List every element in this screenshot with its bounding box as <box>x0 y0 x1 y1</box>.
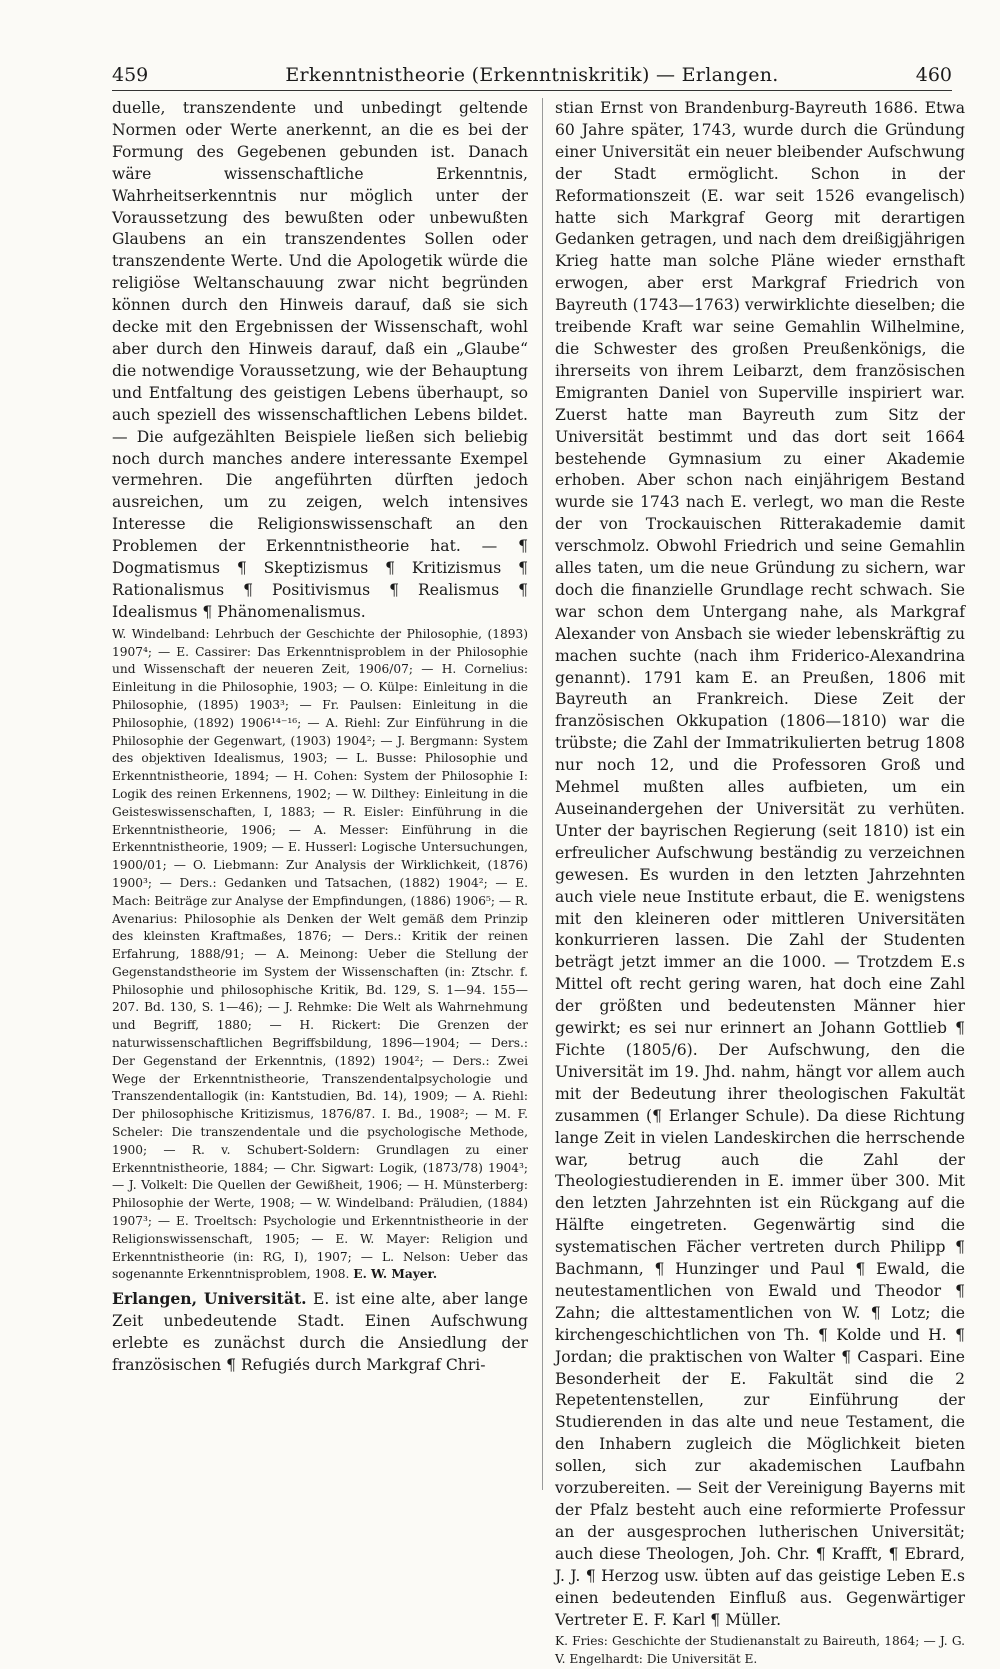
author-signature: E. W. Mayer. <box>353 1267 438 1282</box>
left-bibliography-text: W. Windelband: Lehrbuch der Geschichte der Philosophie, (1893) 1907⁴; — E. Cassirer: Das Erkenntnisproblem in der Philosophie und Wissenschaft der neueren Zeit, 1906/07; — H. Cornelius: Einleitung in die Philosophie, 1903; — O. Külpe: Einleitung in die Philosophie, (1895) 1903³; — Fr. Paulsen: Einleitung in die Philosophie, (1892) 1906¹⁴⁻¹⁶; — A. Riehl: Zur Einführung in die Philosophie der Gegenwart, (1903) 1904²; — J. Bergmann: System des objektiven Idealismus, 1903; — L. Busse: Philosophie und Erkenntnistheorie, 1894; — H. Cohen: System der Philosophie I: Logik des reinen Erkennens, 1902; — W. Dilthey: Einleitung in die Geisteswissenschaften, I, 1883; — R. Eisler: Einführung in die Erkenntnistheorie, 1906; — A. Messer: Einführung in die Erkenntnistheorie, 1909; — E. Husserl: Logische Untersuchungen, 1900/01; — O. Liebmann: Zur Analysis der Wirklichkeit, (1876) 1900³; — Ders.: Gedanken und Tatsachen, (1882) 1904²; — E. Mach: Beiträge zur Analyse der Empfindungen, (1886) 1906⁵; — R. Avenarius: Philosophie als Denken der Welt gemäß dem Prinzip des kleinsten Kraftmaßes, 1876; — Ders.: Kritik der reinen Erfahrung, 1888/91; — A. Meinong: Ueber die Stellung der Gegenstandstheorie im System der Wissenschaften (in: Ztschr. f. Philosophie und philosophische Kritik, Bd. 129, S. 1—94. 155—207. Bd. 130, S. 1—46); — J. Rehmke: Die Welt als Wahrnehmung und Begriff, 1880; — H. Rickert: Die Grenzen der naturwissenschaftlichen Begriffsbildung, 1896—1904; — Ders.: Der Gegenstand der Erkenntnis, (1892) 1904²; — Ders.: Zwei Wege der Erkenntnistheorie, Transzendentalpsychologie und Transzendentallogik (in: Kantstudien, Bd. 14), 1909; — A. Riehl: Der philosophische Kritizismus, 1876/87. I. Bd., 1908²; — M. F. Scheler: Die transzendentale und die psychologische Methode, 1900; — R. v. Schubert-Soldern: Grundlagen zu einer Erkenntnistheorie, 1884; — Chr. Sigwart: Logik, (1873/78) 1904³; — J. Volkelt: Die Quellen der Gewißheit, 1906; — H. Münsterberg: Philosophie der Werte, 1908; — W. Windelband: Präludien, (1884) 1907³; — E. Troeltsch: Psychologie und Erkenntnistheorie in der Religionswissenschaft, 1905; — E. W. Mayer: Religion und Erkenntnistheorie (in: RG, I), 1907; — L. Nelson: Ueber das sogenannte Erkenntnisproblem, 1908. <box>112 626 528 1282</box>
erlangen-entry <box>112 1288 528 1377</box>
page-number-right: 460 <box>915 64 952 86</box>
left-body-text: duelle, transzendente und unbedingt geltende Normen oder Werte anerkennt, an die es bei der Formung des Gegebenen gebunden ist. Danach wäre wissenschaftliche Erkenntnis, Wahrheitserkenntnis nur möglich unter der Voraussetzung des bewußten oder unbewußten Glaubens an ein transzendentes Sollen oder transzendente Werte. Und die Apologetik würde die religiöse Weltanschauung zwar nicht begründen können durch den Hinweis darauf, daß sie sich decke mit den Ergebnissen der Wissenschaft, wohl aber durch den Hinweis darauf, daß ein „Glaube“ die notwendige Voraussetzung, wie der Behauptung und Entfaltung des geistigen Lebens überhaupt, so auch speziell des wissenschaftlichen Lebens bildet. — Die aufgezählten Beispiele ließen sich beliebig noch durch manches andere interessante Exempel vermehren. Die angeführten dürften jedoch ausreichen, um zu zeigen, welch intensives Interesse die Religionswissenschaft an den Problemen der Erkenntnistheorie hat. — ¶ Dogmatismus ¶ Skeptizismus ¶ Kritizismus ¶ Rationalismus ¶ Positivismus ¶ Realismus ¶ Idealismus ¶ Phänomenalismus. <box>112 99 528 621</box>
running-title: Erkenntnistheorie (Erkenntniskritik) — Erlangen. <box>285 64 779 86</box>
left-bibliography <box>112 626 528 1284</box>
right-bibliography: K. Fries: Geschichte der Studienanstalt zu Baireuth, 1864; — J. G. V. Engelhardt: Die Universität E. <box>555 1634 965 1667</box>
right-body-text: stian Ernst von Brandenburg-Bayreuth 1686. Etwa 60 Jahre später, 1743, wurde durch die Gründung einer Universität ein neuer bleibender Aufschwung der Stadt ermöglicht. Schon in der Reformationszeit (E. war seit 1526 evangelisch) hatte sich Markgraf Georg mit derartigen Gedanken getragen, und nach dem dreißigjährigen Krieg hatte man solche Pläne wieder ernsthaft erwogen, aber erst Markgraf Friedrich von Bayreuth (1743—1763) verwirklichte dieselben; die treibende Kraft war seine Gemahlin Wilhelmine, die Schwester des großen Preußenkönigs, die ihrerseits von ihrem Leibarzt, dem französischen Emigranten Daniel von Superville inspiriert war. Zuerst hatte man Bayreuth zum Sitz der Universität bestimmt und das dort seit 1664 bestehende Gymnasium zu einer Akademie erhoben. Aber schon nach einjährigem Bestand wurde sie 1743 nach E. verlegt, wo man die Reste der von Trockauischen Ritterakademie damit verschmolz. Obwohl Friedrich und seine Gemahlin alles taten, um die neue Gründung zu sichern, war doch die finanzielle Grundlage recht schwach. Sie war schon dem Untergang nahe, als Markgraf Alexander von Ansbach sie wieder lebenskräftig zu machen suchte (nach ihm Friderico-Alexandrina genannt). 1791 kam E. an Preußen, 1806 mit Bayreuth an Frankreich. Diese Zeit der französischen Okkupation (1806—1810) war die trübste; die Zahl der Immatrikulierten betrug 1808 nur noch 12, und die Professoren Groß und Mehmel mußten alles aufbieten, um ein Auseinandergehen der Universität zu verhüten. Unter der bayrischen Regierung (seit 1810) ist ein erfreulicher Aufschwung beständig zu verzeichnen gewesen. Es wurden in den letzten Jahrzehnten auch viele neue Institute erbaut, die E. wenigstens mit den kleineren oder mittleren Universitäten konkurrieren lassen. Die Zahl der Studenten beträgt jetzt immer an die 1000. — Trotzdem E.s Mittel oft recht gering waren, hat doch eine Zahl der größten und bedeutensten Männer hier gewirkt; es sei nur erinnert an Johann Gottlieb ¶ Fichte (1805/6). Der Aufschwung, den die Universität im 19. Jhd. nahm, hängt vor allem auch mit der Bedeutung ihrer theologischen Fakultät zusammen (¶ Erlanger Schule). Da diese Richtung lange Zeit in vielen Landeskirchen die herrschende war, betrug auch die Zahl der Theologiestudierenden in E. immer über 300. Mit den letzten Jahrzehnten ist ein Rückgang auf die Hälfte eingetreten. Gegenwärtig sind die systematischen Fächer vertreten durch Philipp ¶ Bachmann, ¶ Hunzinger und Paul ¶ Ewald, die neutestamentlichen von Ewald und Theodor ¶ Zahn; die alttestamentlichen von W. ¶ Lotz; die kirchengeschichtlichen von Th. ¶ Kolde und H. ¶ Jordan; die praktischen von Walter ¶ Caspari. Eine Besonderheit der E. Fakultät sind die 2 Repetentenstellen, zur Einführung der Studierenden in das alte und neue Testament, die den Inhabern zugleich die Möglichkeit bieten sollen, sich zur akademischen Laufbahn vorzubereiten. — Seit der Vereinigung Bayerns mit der Pfalz besteht auch eine reformierte Professur an der ausgesprochen lutherischen Universität; auch diese Theologen, Joh. Chr. ¶ Krafft, ¶ Ebrard, J. J. ¶ Herzog usw. übten auf das geistige Leben E.s einen bedeutenden Einfluß aus. Gegenwärtiger Vertreter E. F. Karl ¶ Müller. <box>555 99 965 1629</box>
entry-text: E. ist eine alte, aber lange Zeit unbedeutende Stadt. Einen Aufschwung erlebte es zunächst durch die Ansiedlung der französischen ¶ Refugiés durch Markgraf Chri- <box>112 1290 528 1374</box>
left-column <box>112 98 528 1490</box>
page-number-left: 459 <box>112 64 149 86</box>
page-header <box>112 52 952 91</box>
entry-headword: Erlangen, Universität. <box>112 1289 307 1309</box>
right-column <box>542 98 965 1667</box>
